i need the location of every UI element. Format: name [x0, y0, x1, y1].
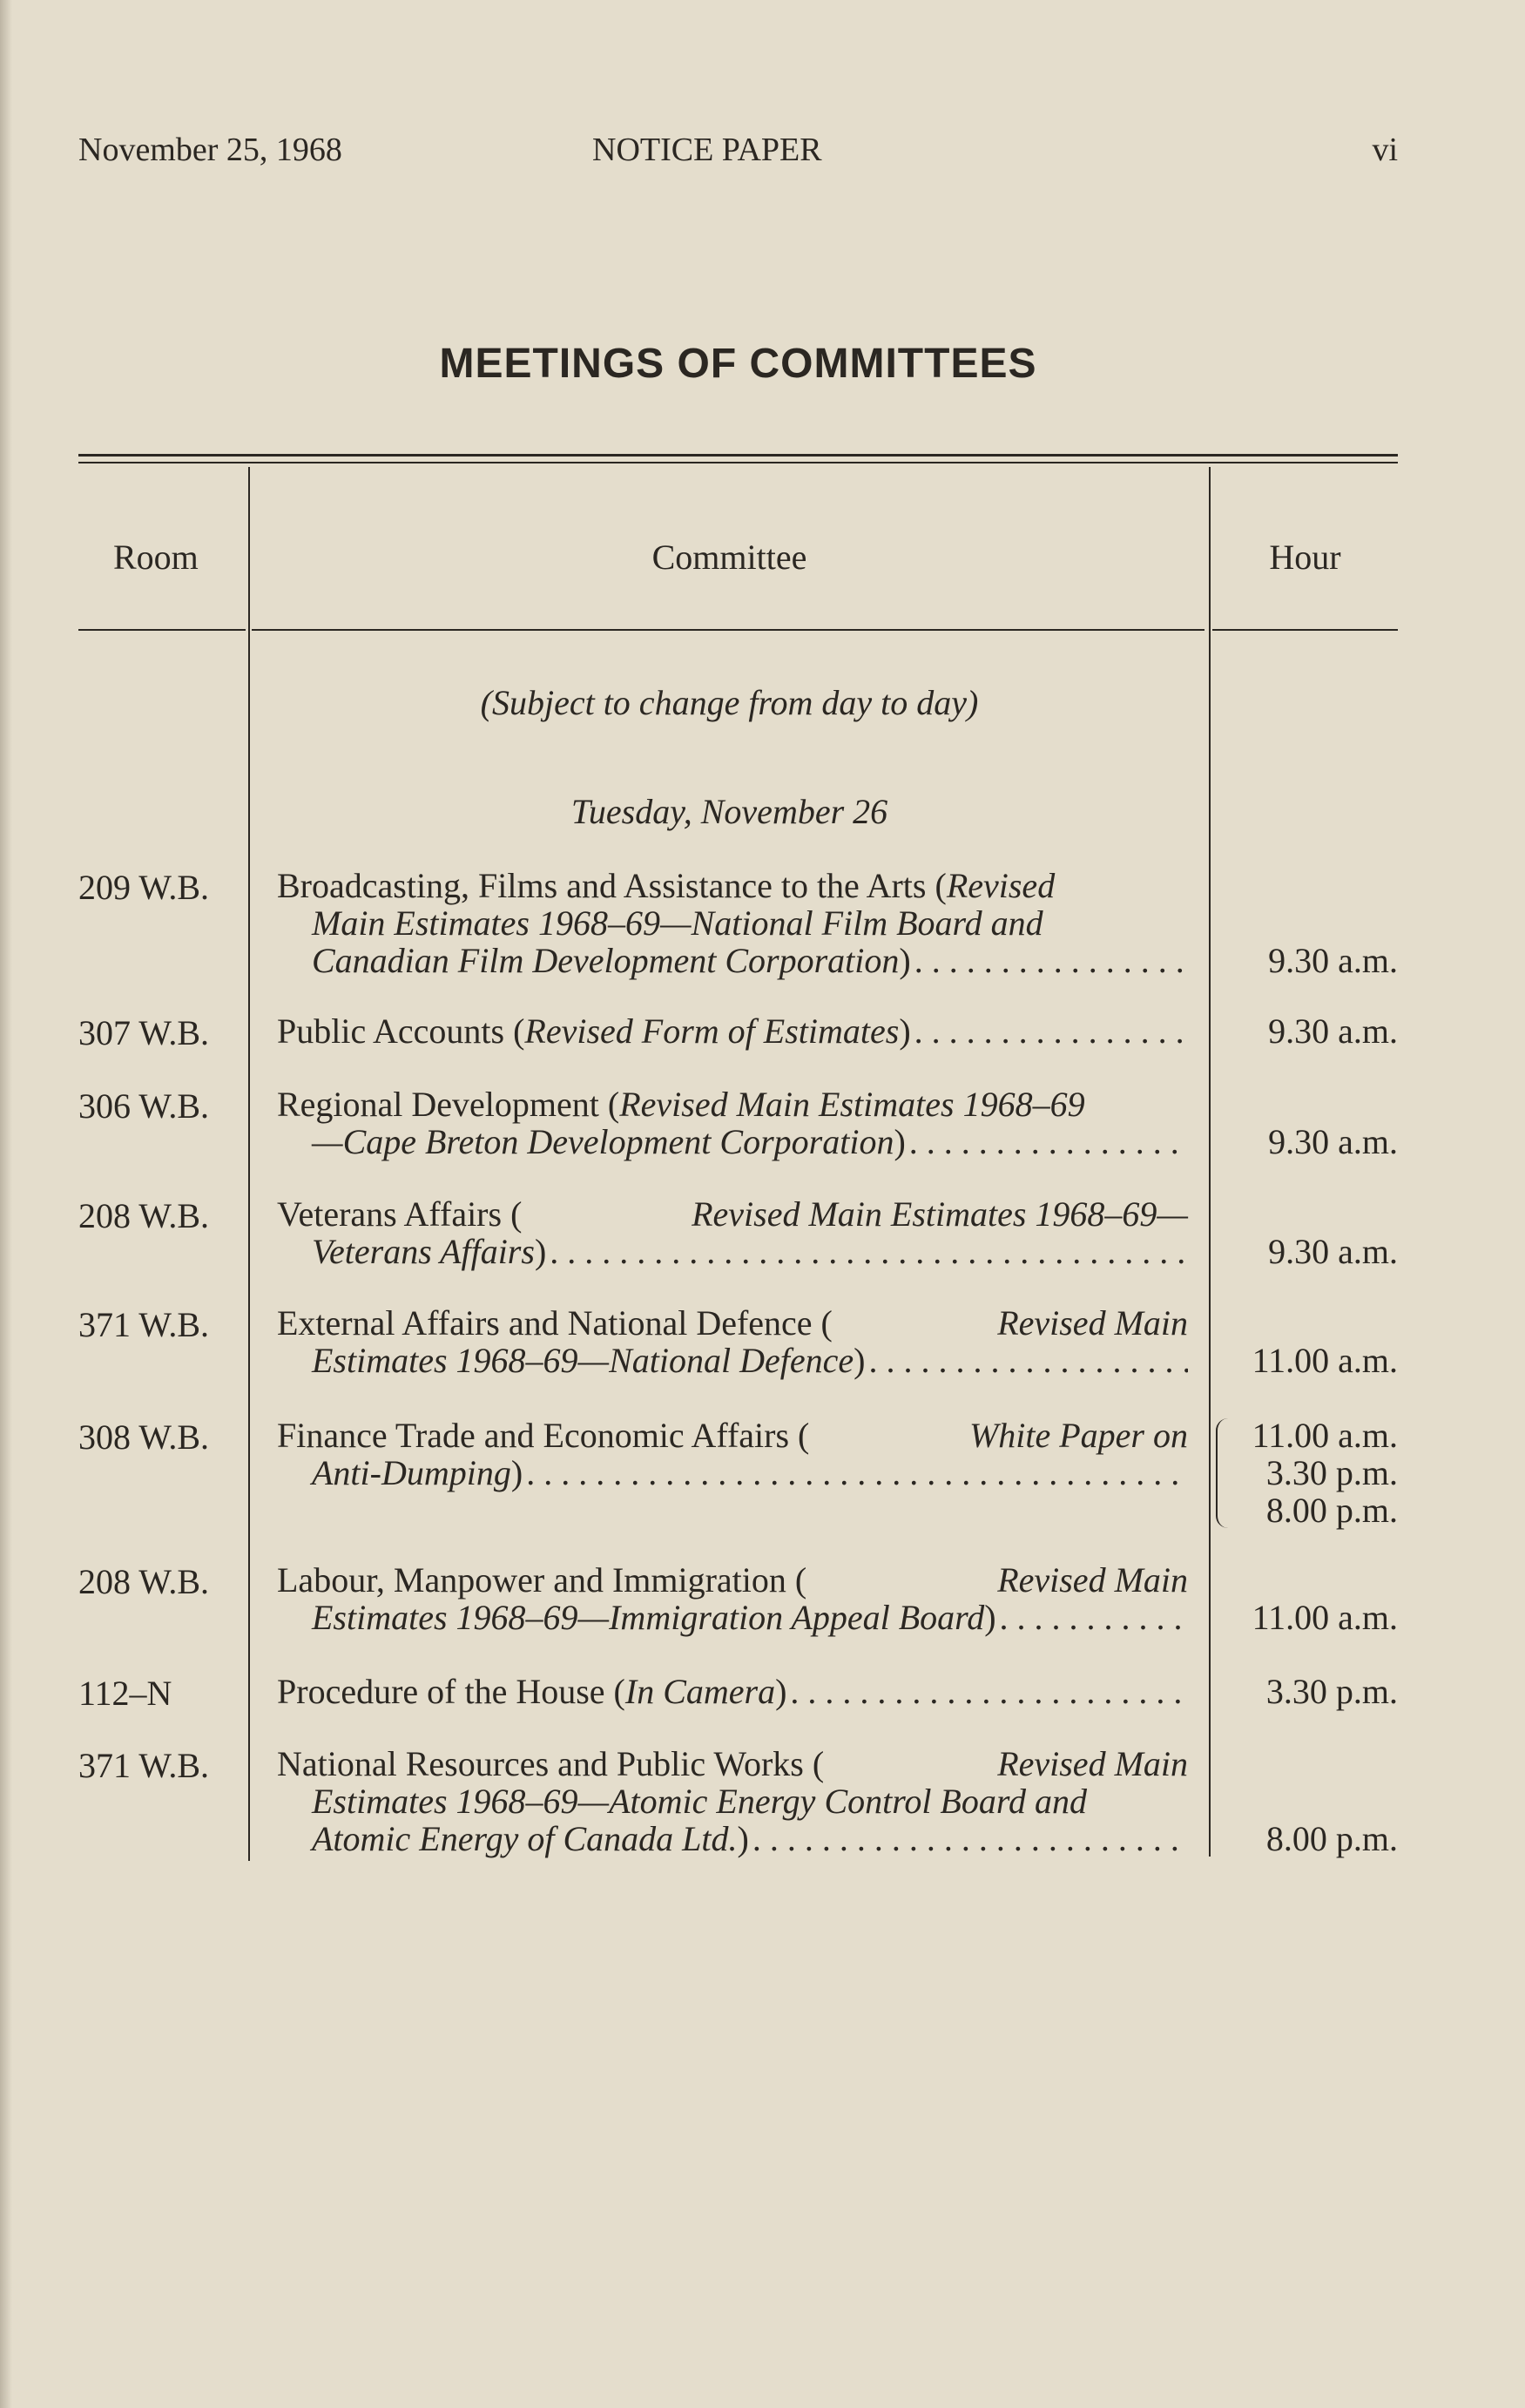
meeting-hour: 8.00 p.m.	[1265, 1491, 1398, 1530]
committee-name: Veterans Affairs (	[277, 1194, 523, 1234]
column-header-committee: Committee	[651, 538, 807, 577]
room-number: 371 W.B.	[78, 1746, 210, 1785]
meeting-hour: 11.00 a.m.	[1252, 1598, 1398, 1637]
closing-paren: )	[899, 941, 911, 980]
leader-dots	[752, 1820, 1188, 1857]
committee-description	[277, 1561, 1188, 1636]
leader-dots	[1000, 1599, 1188, 1636]
meeting-hour: 11.00 a.m.	[1252, 1416, 1398, 1455]
committee-subject-cont: Canadian Film Development Corporation	[312, 941, 900, 980]
committee-name: Broadcasting, Films and Assistance to the Arts (	[277, 866, 947, 905]
meeting-hour: 9.30 a.m.	[1268, 941, 1398, 980]
room-number: 208 W.B.	[78, 1562, 210, 1601]
committee-name: Public Accounts (	[277, 1011, 525, 1051]
room-number: 112–N	[78, 1674, 172, 1713]
committee-name: External Affairs and National Defence (	[277, 1303, 833, 1343]
meeting-hour: 11.00 a.m.	[1252, 1341, 1398, 1380]
meeting-hour: 9.30 a.m.	[1268, 1011, 1398, 1051]
column-divider-hour	[1209, 467, 1211, 1857]
room-number: 307 W.B.	[78, 1013, 210, 1052]
leader-dots	[526, 1454, 1188, 1491]
committee-subject-cont: Main Estimates 1968–69—National Film Board and	[312, 903, 1043, 943]
closing-paren: )	[510, 1453, 523, 1492]
closing-paren: )	[534, 1232, 547, 1271]
committee-name: National Resources and Public Works (	[277, 1744, 825, 1783]
header-rule-hour	[1212, 629, 1398, 631]
committee-description	[277, 1417, 1188, 1491]
table-top-rule-inner	[78, 462, 1398, 463]
committee-subject: Revised Form of Estimates	[524, 1011, 900, 1051]
leader-dots	[550, 1233, 1188, 1270]
committee-name: Labour, Manpower and Immigration (	[277, 1560, 807, 1600]
committee-subject: Revised Main	[997, 1744, 1188, 1783]
committee-subject-cont: Atomic Energy of Canada Ltd.	[312, 1819, 738, 1858]
committee-subject-cont: —Cape Breton Development Corporation	[312, 1122, 894, 1161]
closing-paren: )	[984, 1598, 996, 1637]
subject-note: (Subject to change from day to day)	[480, 683, 979, 722]
committee-subject: Revised	[946, 866, 1056, 905]
committee-subject: White Paper on	[968, 1416, 1188, 1455]
header-date: November 25, 1968	[78, 132, 342, 168]
hours-brace	[1216, 1418, 1231, 1528]
committee-subject-cont: Estimates 1968–69—Atomic Energy Control Board and	[312, 1782, 1087, 1821]
running-head	[78, 131, 1398, 174]
committee-description	[277, 1195, 1188, 1270]
room-number: 208 W.B.	[78, 1196, 210, 1235]
header-rule-committee	[252, 629, 1204, 631]
header-publication: NOTICE PAPER	[592, 132, 822, 168]
committee-subject: In Camera	[624, 1672, 776, 1711]
leader-dots	[909, 1123, 1188, 1160]
column-header-room: Room	[113, 538, 199, 577]
committee-subject-cont: Veterans Affairs	[312, 1232, 535, 1271]
column-divider-room	[248, 467, 250, 1861]
committee-description	[277, 1745, 1188, 1857]
committee-subject-cont: Estimates 1968–69—National Defence	[312, 1341, 854, 1380]
room-number: 371 W.B.	[78, 1305, 210, 1344]
committee-name: Finance Trade and Economic Affairs (	[277, 1416, 810, 1455]
header-page-number: vi	[1372, 132, 1398, 168]
committee-description	[277, 1304, 1188, 1379]
day-heading: Tuesday, November 26	[570, 792, 888, 831]
meeting-hours	[1252, 1417, 1398, 1529]
meeting-hour: 9.30 a.m.	[1268, 1122, 1398, 1161]
header-rule-room	[78, 629, 246, 631]
closing-paren: )	[899, 1011, 911, 1051]
committee-description	[277, 1086, 1188, 1160]
leader-dots	[914, 1012, 1188, 1050]
closing-paren: )	[894, 1122, 906, 1161]
committee-subject-cont: Estimates 1968–69—Immigration Appeal Board	[312, 1598, 985, 1637]
meeting-hour: 9.30 a.m.	[1268, 1232, 1398, 1271]
leader-dots	[868, 1342, 1188, 1379]
meeting-hour: 3.30 p.m.	[1265, 1453, 1398, 1492]
page-title: MEETINGS OF COMMITTEES	[439, 341, 1037, 387]
table-top-rule	[78, 454, 1398, 457]
committee-name: Regional Development (	[277, 1085, 620, 1124]
closing-paren: )	[737, 1819, 749, 1858]
leader-dots	[790, 1673, 1188, 1710]
column-header-hour: Hour	[1269, 538, 1341, 577]
committee-description	[277, 1012, 1188, 1050]
room-number: 209 W.B.	[78, 868, 210, 907]
meeting-hour: 8.00 p.m.	[1265, 1819, 1398, 1858]
committee-subject: Revised Main	[997, 1303, 1188, 1343]
meeting-hour: 3.30 p.m.	[1265, 1672, 1398, 1711]
committee-subject: Revised Main Estimates 1968–69—	[692, 1194, 1188, 1234]
leader-dots	[914, 942, 1188, 979]
page-edge	[0, 0, 12, 2408]
closing-paren: )	[854, 1341, 866, 1380]
committee-description	[277, 867, 1188, 979]
committee-subject: Revised Main	[997, 1560, 1188, 1600]
committee-subject: Revised Main Estimates 1968–69	[619, 1085, 1085, 1124]
committee-subject-cont: Anti-Dumping	[312, 1453, 511, 1492]
room-number: 306 W.B.	[78, 1086, 210, 1126]
closing-paren: )	[775, 1672, 787, 1711]
committee-description	[277, 1673, 1188, 1710]
room-number: 308 W.B.	[78, 1417, 210, 1457]
committee-name: Procedure of the House (	[277, 1672, 625, 1711]
